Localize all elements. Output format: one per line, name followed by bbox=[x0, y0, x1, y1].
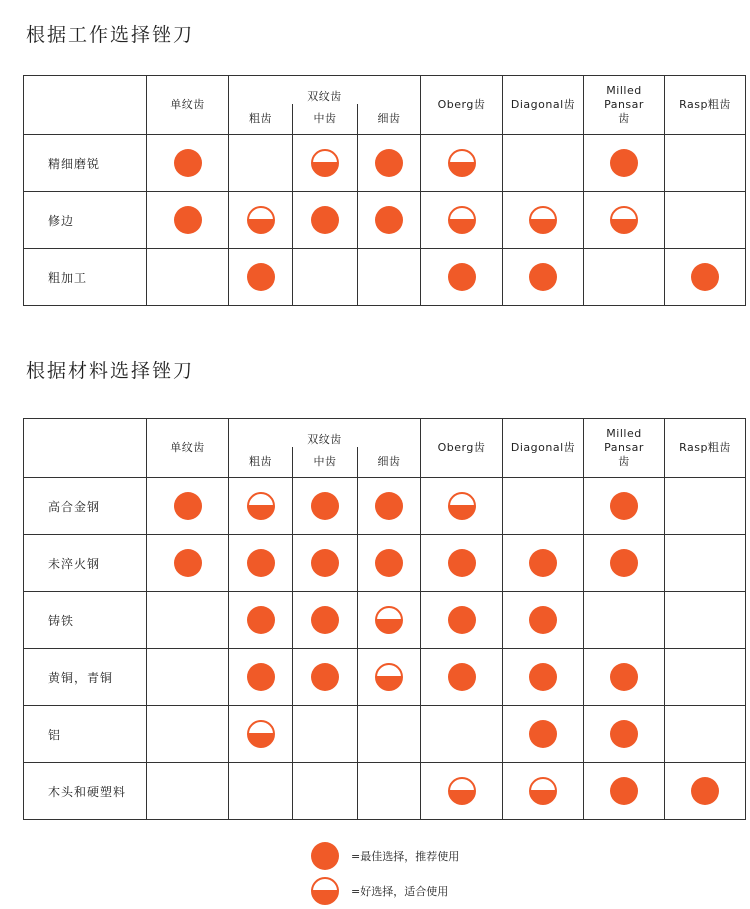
full-circle-icon bbox=[610, 492, 638, 520]
rating-cell bbox=[584, 192, 665, 249]
rating-cell bbox=[584, 706, 665, 763]
rating-cell bbox=[665, 192, 746, 249]
full-circle-icon bbox=[529, 263, 557, 291]
rating-cell bbox=[358, 763, 421, 820]
rating-cell bbox=[358, 249, 421, 306]
half-circle-icon bbox=[247, 206, 275, 234]
table-row bbox=[24, 192, 746, 249]
header-milled-pansar bbox=[584, 419, 665, 478]
rating-cell bbox=[584, 649, 665, 706]
table-row bbox=[24, 706, 746, 763]
full-circle-icon bbox=[448, 549, 476, 577]
rating-cell bbox=[147, 649, 229, 706]
header-milled-line2: Pansar bbox=[604, 98, 644, 111]
rating-cell bbox=[147, 763, 229, 820]
full-circle-icon bbox=[174, 149, 202, 177]
header-single-cut: 单纹齿 bbox=[147, 419, 229, 478]
file-by-work-table bbox=[23, 75, 746, 306]
row-label: 高合金钢 bbox=[24, 478, 147, 535]
full-circle-icon bbox=[529, 663, 557, 691]
header-rasp: Rasp粗齿 bbox=[665, 76, 746, 135]
row-label: 黄铜，青铜 bbox=[24, 649, 147, 706]
header-fine: 细齿 bbox=[358, 104, 421, 135]
rating-cell bbox=[229, 535, 293, 592]
half-circle-icon bbox=[311, 877, 339, 905]
header-milled-line1: Milled bbox=[606, 427, 642, 440]
corner-header bbox=[24, 419, 147, 478]
full-circle-icon bbox=[610, 663, 638, 691]
full-circle-icon bbox=[529, 720, 557, 748]
row-label: 未淬火钢 bbox=[24, 535, 147, 592]
rating-cell bbox=[503, 649, 584, 706]
full-circle-icon bbox=[448, 663, 476, 691]
legend-best-text: =最佳选择，推荐使用 bbox=[351, 850, 460, 863]
full-circle-icon bbox=[448, 606, 476, 634]
rating-cell bbox=[293, 763, 358, 820]
rating-cell bbox=[584, 249, 665, 306]
rating-cell bbox=[147, 706, 229, 763]
full-circle-icon bbox=[610, 777, 638, 805]
header-single-cut: 单纹齿 bbox=[147, 76, 229, 135]
table-row bbox=[24, 592, 746, 649]
rating-cell bbox=[293, 535, 358, 592]
rating-cell bbox=[665, 535, 746, 592]
rating-cell bbox=[229, 192, 293, 249]
rating-cell bbox=[147, 535, 229, 592]
full-circle-icon bbox=[375, 492, 403, 520]
rating-cell bbox=[584, 478, 665, 535]
rating-cell bbox=[665, 649, 746, 706]
header-milled-line2: Pansar bbox=[604, 441, 644, 454]
half-circle-icon bbox=[247, 720, 275, 748]
rating-cell bbox=[503, 478, 584, 535]
rating-cell bbox=[503, 192, 584, 249]
rating-cell bbox=[421, 192, 503, 249]
full-circle-icon bbox=[247, 663, 275, 691]
full-circle-icon bbox=[691, 263, 719, 291]
header-coarse: 粗齿 bbox=[229, 104, 293, 135]
rating-cell bbox=[665, 249, 746, 306]
rating-cell bbox=[293, 192, 358, 249]
full-circle-icon bbox=[529, 606, 557, 634]
header-double-cut: 双纹齿 bbox=[229, 419, 421, 448]
header-milled-pansar bbox=[584, 76, 665, 135]
full-circle-icon bbox=[174, 206, 202, 234]
header-milled-line3: 齿 bbox=[618, 455, 630, 468]
rating-cell bbox=[229, 135, 293, 192]
half-circle-icon bbox=[375, 606, 403, 634]
half-circle-icon bbox=[448, 149, 476, 177]
rating-cell bbox=[358, 135, 421, 192]
rating-cell bbox=[293, 592, 358, 649]
file-by-material-table bbox=[23, 418, 746, 820]
rating-cell bbox=[421, 592, 503, 649]
half-circle-icon bbox=[311, 149, 339, 177]
rating-cell bbox=[293, 649, 358, 706]
rating-cell bbox=[147, 192, 229, 249]
half-circle-icon bbox=[610, 206, 638, 234]
corner-header bbox=[24, 76, 147, 135]
row-label: 铝 bbox=[24, 706, 147, 763]
table-row bbox=[24, 649, 746, 706]
full-circle-icon bbox=[174, 549, 202, 577]
rating-cell bbox=[665, 592, 746, 649]
half-circle-icon bbox=[529, 206, 557, 234]
rating-cell bbox=[584, 535, 665, 592]
full-circle-icon bbox=[691, 777, 719, 805]
full-circle-icon bbox=[375, 149, 403, 177]
rating-cell bbox=[147, 592, 229, 649]
full-circle-icon bbox=[247, 549, 275, 577]
header-fine: 细齿 bbox=[358, 447, 421, 478]
rating-cell bbox=[421, 135, 503, 192]
full-circle-icon bbox=[247, 263, 275, 291]
header-coarse: 粗齿 bbox=[229, 447, 293, 478]
header-oberg: Oberg齿 bbox=[421, 76, 503, 135]
rating-cell bbox=[584, 592, 665, 649]
rating-cell bbox=[358, 592, 421, 649]
rating-cell bbox=[229, 706, 293, 763]
rating-cell bbox=[293, 249, 358, 306]
rating-cell bbox=[229, 763, 293, 820]
full-circle-icon bbox=[311, 663, 339, 691]
rating-cell bbox=[293, 478, 358, 535]
full-circle-icon bbox=[311, 606, 339, 634]
rating-cell bbox=[293, 135, 358, 192]
row-label: 粗加工 bbox=[24, 249, 147, 306]
rating-cell bbox=[358, 192, 421, 249]
half-circle-icon bbox=[375, 663, 403, 691]
row-label: 修边 bbox=[24, 192, 147, 249]
full-circle-icon bbox=[311, 206, 339, 234]
rating-cell bbox=[421, 478, 503, 535]
rating-cell bbox=[503, 706, 584, 763]
rating-cell bbox=[358, 478, 421, 535]
header-medium: 中齿 bbox=[293, 104, 358, 135]
rating-cell bbox=[665, 706, 746, 763]
header-rasp: Rasp粗齿 bbox=[665, 419, 746, 478]
material-table-title: 根据材料选择锉刀 bbox=[26, 360, 195, 382]
table-row bbox=[24, 249, 746, 306]
row-label: 铸铁 bbox=[24, 592, 147, 649]
rating-cell bbox=[421, 535, 503, 592]
table-row bbox=[24, 135, 746, 192]
half-circle-icon bbox=[247, 492, 275, 520]
full-circle-icon bbox=[448, 263, 476, 291]
rating-cell bbox=[229, 478, 293, 535]
full-circle-icon bbox=[610, 549, 638, 577]
full-circle-icon bbox=[247, 606, 275, 634]
full-circle-icon bbox=[529, 549, 557, 577]
table-row bbox=[24, 763, 746, 820]
header-double-cut: 双纹齿 bbox=[229, 76, 421, 105]
legend-good bbox=[311, 877, 448, 905]
row-label: 精细磨锐 bbox=[24, 135, 147, 192]
rating-cell bbox=[229, 249, 293, 306]
rating-cell bbox=[584, 135, 665, 192]
legend-good-text: =好选择，适合使用 bbox=[351, 885, 449, 898]
full-circle-icon bbox=[174, 492, 202, 520]
rating-cell bbox=[421, 649, 503, 706]
rating-cell bbox=[503, 249, 584, 306]
header-diagonal: Diagonal齿 bbox=[503, 419, 584, 478]
full-circle-icon bbox=[311, 492, 339, 520]
half-circle-icon bbox=[448, 492, 476, 520]
rating-cell bbox=[665, 135, 746, 192]
rating-cell bbox=[503, 135, 584, 192]
header-milled-line3: 齿 bbox=[618, 112, 630, 125]
rating-cell bbox=[147, 135, 229, 192]
header-oberg: Oberg齿 bbox=[421, 419, 503, 478]
rating-cell bbox=[503, 763, 584, 820]
rating-cell bbox=[147, 249, 229, 306]
rating-cell bbox=[147, 478, 229, 535]
table-row bbox=[24, 535, 746, 592]
full-circle-icon bbox=[311, 549, 339, 577]
work-table-title: 根据工作选择锉刀 bbox=[26, 24, 195, 46]
full-circle-icon bbox=[610, 720, 638, 748]
rating-cell bbox=[293, 706, 358, 763]
rating-cell bbox=[421, 706, 503, 763]
rating-cell bbox=[665, 763, 746, 820]
header-diagonal: Diagonal齿 bbox=[503, 76, 584, 135]
full-circle-icon bbox=[375, 206, 403, 234]
row-label: 木头和硬塑料 bbox=[24, 763, 147, 820]
half-circle-icon bbox=[448, 777, 476, 805]
rating-cell bbox=[358, 535, 421, 592]
full-circle-icon bbox=[311, 842, 339, 870]
full-circle-icon bbox=[610, 149, 638, 177]
full-circle-icon bbox=[375, 549, 403, 577]
table-row bbox=[24, 478, 746, 535]
rating-cell bbox=[229, 592, 293, 649]
rating-cell bbox=[421, 763, 503, 820]
half-circle-icon bbox=[529, 777, 557, 805]
rating-cell bbox=[358, 706, 421, 763]
rating-cell bbox=[665, 478, 746, 535]
rating-cell bbox=[421, 249, 503, 306]
rating-cell bbox=[503, 592, 584, 649]
header-milled-line1: Milled bbox=[606, 84, 642, 97]
half-circle-icon bbox=[448, 206, 476, 234]
rating-cell bbox=[358, 649, 421, 706]
header-medium: 中齿 bbox=[293, 447, 358, 478]
legend-best bbox=[311, 842, 459, 870]
rating-cell bbox=[584, 763, 665, 820]
rating-cell bbox=[503, 535, 584, 592]
rating-cell bbox=[229, 649, 293, 706]
